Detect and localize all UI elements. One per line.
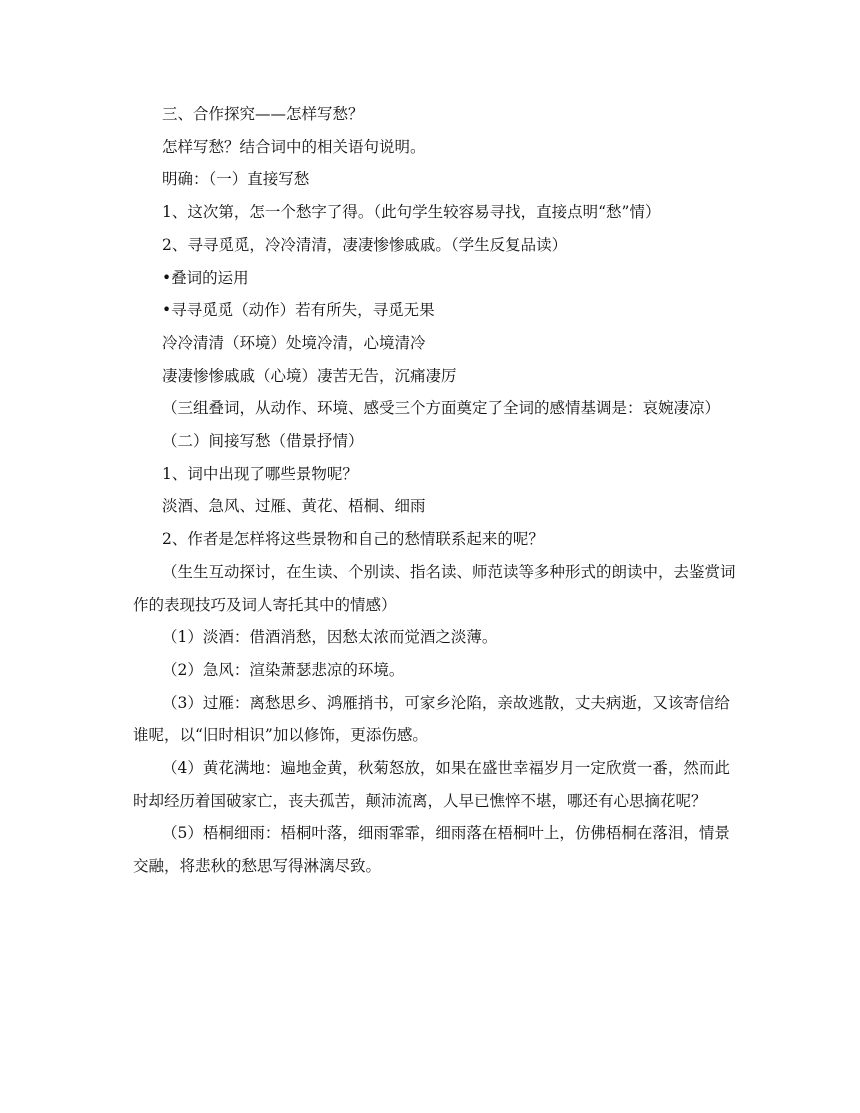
- list-item: （1）淡酒：借酒消愁，因愁太浓而觉酒之淡薄。: [162, 628, 498, 647]
- subsection-heading: 明确：（一）直接写愁: [162, 170, 310, 189]
- list-item: （4）黄花满地：遍地金黄，秋菊怒放，如果在盛世幸福岁月一定欣赏一番，然而此时却经历着国破家亡，丧夫孤苦，颠沛流离，人早已憔悴不堪，哪还有心思摘花呢？: [133, 759, 730, 810]
- paragraph-line: 2、寻寻觅觅，冷冷清清，凄凄惨惨戚戚。（学生反复品读）: [162, 235, 568, 254]
- section-heading: 三、合作探究——怎样写愁？: [162, 105, 364, 123]
- paragraph-line: 1、这次第，怎一个愁字了得。（此句学生较容易寻找，直接点明“愁”情）: [162, 203, 661, 222]
- bullet-item: •叠词的运用: [162, 268, 249, 287]
- document-body: [133, 98, 743, 883]
- list-item: （2）急风：渲染萧瑟悲凉的环境。: [162, 660, 405, 679]
- question-text: 怎样写愁？结合词中的相关语句说明。: [162, 137, 426, 156]
- subsection-heading: （二）间接写愁（借景抒情）: [162, 432, 364, 451]
- question-text: 1、词中出现了哪些景物呢？: [162, 464, 358, 483]
- list-item: （3）过雁：离愁思乡、鸿雁捎书，可家乡沦陷，亲故逃散，丈夫病逝，又该寄信给谁呢，以“旧时相识”加以修饰，更添伤感。: [133, 693, 730, 745]
- list-item: （5）梧桐细雨：梧桐叶落，细雨霏霏，细雨落在梧桐叶上，仿佛梧桐在落泪，情景交融，将悲秋的愁思写得淋漓尽致。: [133, 824, 730, 876]
- paragraph-line: 冷冷清清（环境）处境冷清，心境清冷: [162, 333, 426, 352]
- answer-text: 淡酒、急风、过雁、黄花、梧桐、细雨: [162, 497, 426, 516]
- paragraph-summary: （三组叠词，从动作、环境、感受三个方面奠定了全词的感情基调是：哀婉凄凉）: [162, 399, 721, 418]
- bullet-item: •寻寻觅觅（动作）若有所失，寻觅无果: [162, 301, 435, 320]
- question-text: 2、作者是怎样将这些景物和自己的愁情联系起来的呢？: [162, 530, 544, 549]
- paragraph-line: 凄凄惨惨戚戚（心境）凄苦无告，沉痛凄厉: [162, 366, 457, 385]
- paragraph-note: （生生互动探讨，在生读、个别读、指名读、师范读等多种形式的朗读中，去鉴赏词作的表现技巧及词人寄托其中的情感）: [133, 562, 736, 614]
